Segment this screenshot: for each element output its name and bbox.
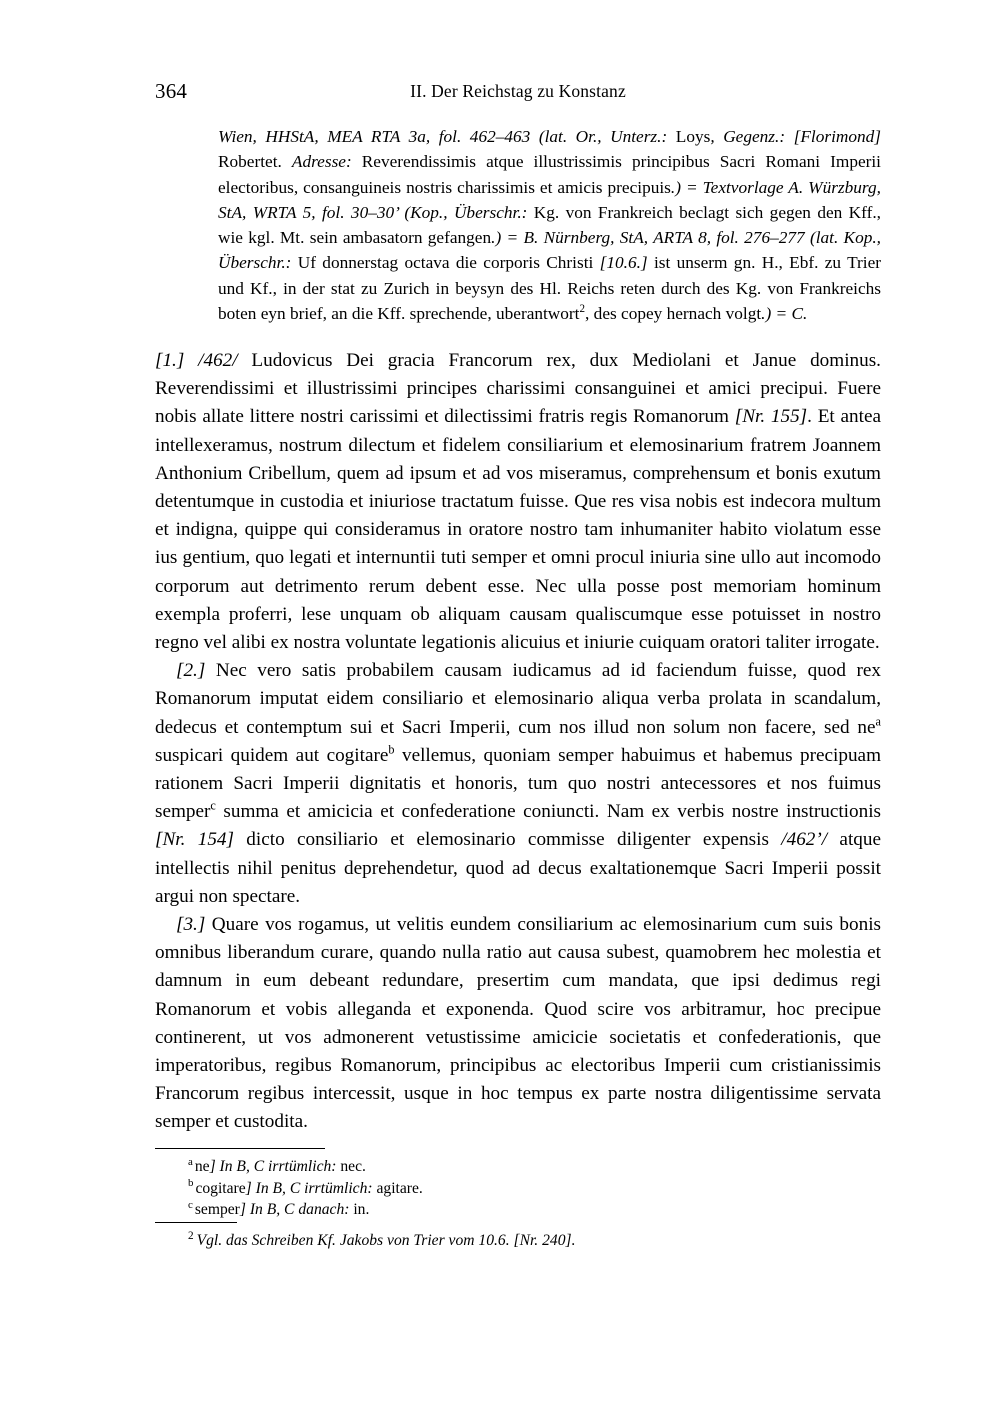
footnote-entries (155, 1230, 881, 1252)
footnote-rule (155, 1222, 237, 1223)
text-span: summa et amicicia et confederatione coniuncti. Nam ex verbis nostre instructionis (215, 801, 881, 823)
italic-span: ] In B, C irrtümlich: (209, 1158, 337, 1175)
text-span: Reverendissimis atque illustrissimis principibus Sacri Romani Imperii electoribus, consanguineis nostris charissimis et amicis precipuis (218, 152, 881, 197)
apparatus-entry (155, 1178, 881, 1200)
apparatus-rule (155, 1148, 325, 1149)
para-1 (155, 347, 881, 657)
italic-span: Wien, HHStA, MEA RTA 3a, fol. 462–463 (lat. Or., Unterz.: (218, 127, 668, 146)
superscript-marker: c (210, 798, 216, 813)
italic-span: [Nr. 154] (155, 829, 234, 851)
italic-span: .) = B. Nürnberg, StA, ARTA 8, fol. 276–277 (lat. Kop., Überschr.: (218, 228, 882, 273)
apparatus-entries (155, 1156, 881, 1221)
para-2 (155, 657, 881, 911)
footnote-marker: 2 (188, 1229, 194, 1242)
text-span: vellemus, quoniam semper habuimus et habemus precipuam rationem Sacri Imperii dignitatis et honoris, tum quo nostri antecessores et nos fuimus semper (155, 744, 881, 823)
italic-span: [3.] (176, 914, 206, 936)
italic-span: [2.] (176, 660, 206, 682)
italic-span: Adresse: (291, 152, 352, 172)
text-span: ist unserm gn. H., Ebf. zu Trier und Kf., in der stat zu Zurich in beysyn des Hl. Reichs reten durch des Kg. von Frankreichs boten eyn brief, an die Kff. sprechende, uberantwort (218, 253, 881, 324)
text-span: semper (194, 1201, 240, 1218)
italic-span: [Nr. 155] (734, 406, 808, 428)
apparatus-entry (155, 1156, 881, 1178)
text-span: Kg. von Frankreich beclagt sich gegen den Kff., wie kgl. Mt. sein ambasatorn gefangen (218, 202, 881, 248)
running-title: II. Der Reichstag zu Konstanz (410, 81, 626, 101)
italic-span: /462’/ (781, 829, 828, 851)
italic-span: .) = Textvorlage A. Würzburg, StA, WRTA 5, fol. 30–30’ (Kop., Überschr.: (218, 177, 881, 222)
italic-span: ] In B, C danach: (239, 1201, 350, 1218)
text-span: nec. (336, 1158, 366, 1175)
text-span: , des copey hernach volgt (585, 304, 762, 324)
source-description-block (218, 124, 881, 326)
apparatus-marker: c (188, 1198, 193, 1211)
superscript-marker: 2 (579, 303, 586, 316)
text-span: Uf donnerstag octava die corporis Christi (291, 253, 600, 273)
text-span: ne (194, 1158, 210, 1175)
text-span: cogitare (195, 1179, 246, 1197)
italic-span: [10.6.] (599, 253, 648, 273)
text-span: dicto consiliario et elemosinario commisse diligenter expensis (233, 829, 782, 851)
apparatus-marker: a (188, 1155, 193, 1168)
text-span: Ludovicus Dei gracia Francorum rex, dux Mediolani et Janue dominus. Reverendissimi et illustrissimi principes charissimi consanguinei et amici precipui. Fuere nobis allate littere nostri carissimi et dilectissimi fratris regis Romanorum (155, 350, 881, 428)
apparatus-marker: b (188, 1177, 194, 1190)
italic-span: [1.] /462/ (155, 350, 238, 371)
text-span: agitare. (372, 1179, 423, 1197)
superscript-marker: a (875, 714, 881, 729)
text-span: atque intellectis nihil penitus deprehendetur, quod ad decus exaltationemque Sacri Imperii possit argui non spectare. (155, 829, 881, 907)
italic-span: .) = C. (761, 304, 808, 324)
page-number: 364 (155, 79, 188, 103)
footnote-area (155, 1222, 881, 1252)
text-span: Robertet. (218, 152, 292, 172)
text-span: . Et antea intellexeramus, nostrum dilectum et fidelem consiliarium et elemosinarium fratrem Joannem Anthonium Cribellum, quem ad ipsum et ad vos miseramus, comprehensum et bonis exutum detentumque in custodia et iniuriose tractatum fuisse. Que res visa nobis est indecora multum et indigna, quippe qui consideramus in oratore nostro tam inhumaniter habito violatum esse ius gentium, quo legati et internuntii tuti semper et omni procul iniuria sine ullo aut incomodo corporum aut detrimento rerum debent esse. Nec ulla posse post memoriam hominum exempla proferri, lese unquam ob aliquam causam qualiscumque esse potuisset in nostro regno vel alibi ex nostra voluntate legationis alicuius et iniurie cuiquam oratori taliter irrogate. (155, 406, 881, 654)
para-3 (155, 911, 881, 1137)
variant-apparatus (155, 1148, 881, 1221)
italic-span: , Gegenz.: [Florimond] (710, 127, 881, 146)
text-span: in. (349, 1201, 370, 1218)
italic-span: Vgl. das Schreiben Kf. Jakobs von Trier vom 10.6. [Nr. 240]. (196, 1232, 576, 1249)
text-span: suspicari quidem aut cogitare (155, 744, 389, 766)
running-head (155, 78, 881, 104)
footnote-entry (155, 1230, 881, 1252)
text-span: Loys (667, 127, 711, 146)
italic-span: ] In B, C irrtümlich: (245, 1179, 373, 1197)
main-text-body (155, 347, 881, 1137)
text-span: Nec vero satis probabilem causam iudicamus ad id faciendum fuisse, quod rex Romanorum imputat eidem consiliario et elemosinario aliqua verba prolata in scandalum, dedecus et contemptum sui et Sacri Imperii, cum nos illud non solum non facere, sed ne (155, 660, 881, 738)
superscript-marker: b (388, 742, 395, 757)
apparatus-entry (155, 1199, 881, 1221)
text-span: Quare vos rogamus, ut velitis eundem consiliarium ac elemosinarium cum suis bonis omnibus liberandum curare, quando nulla ratio aut causa subest, quamobrem hec molestia et damnum in eum debeant redundare, presertim cum mandata, que ipsi dedimus regi Romanorum et vobis alleganda et exponenda. Quod scire vos arbitramur, hoc precipue continerent, ut vos admonerent vetustissime amicicie societatis et confederationis, que imperatoribus, regibus Romanorum, principibus ac electoribus Imperii cum cristianissimis Francorum regibus intercessit, usque in hoc tempus ex parte nostra diligentissime servata semper et custodita. (155, 914, 881, 1133)
